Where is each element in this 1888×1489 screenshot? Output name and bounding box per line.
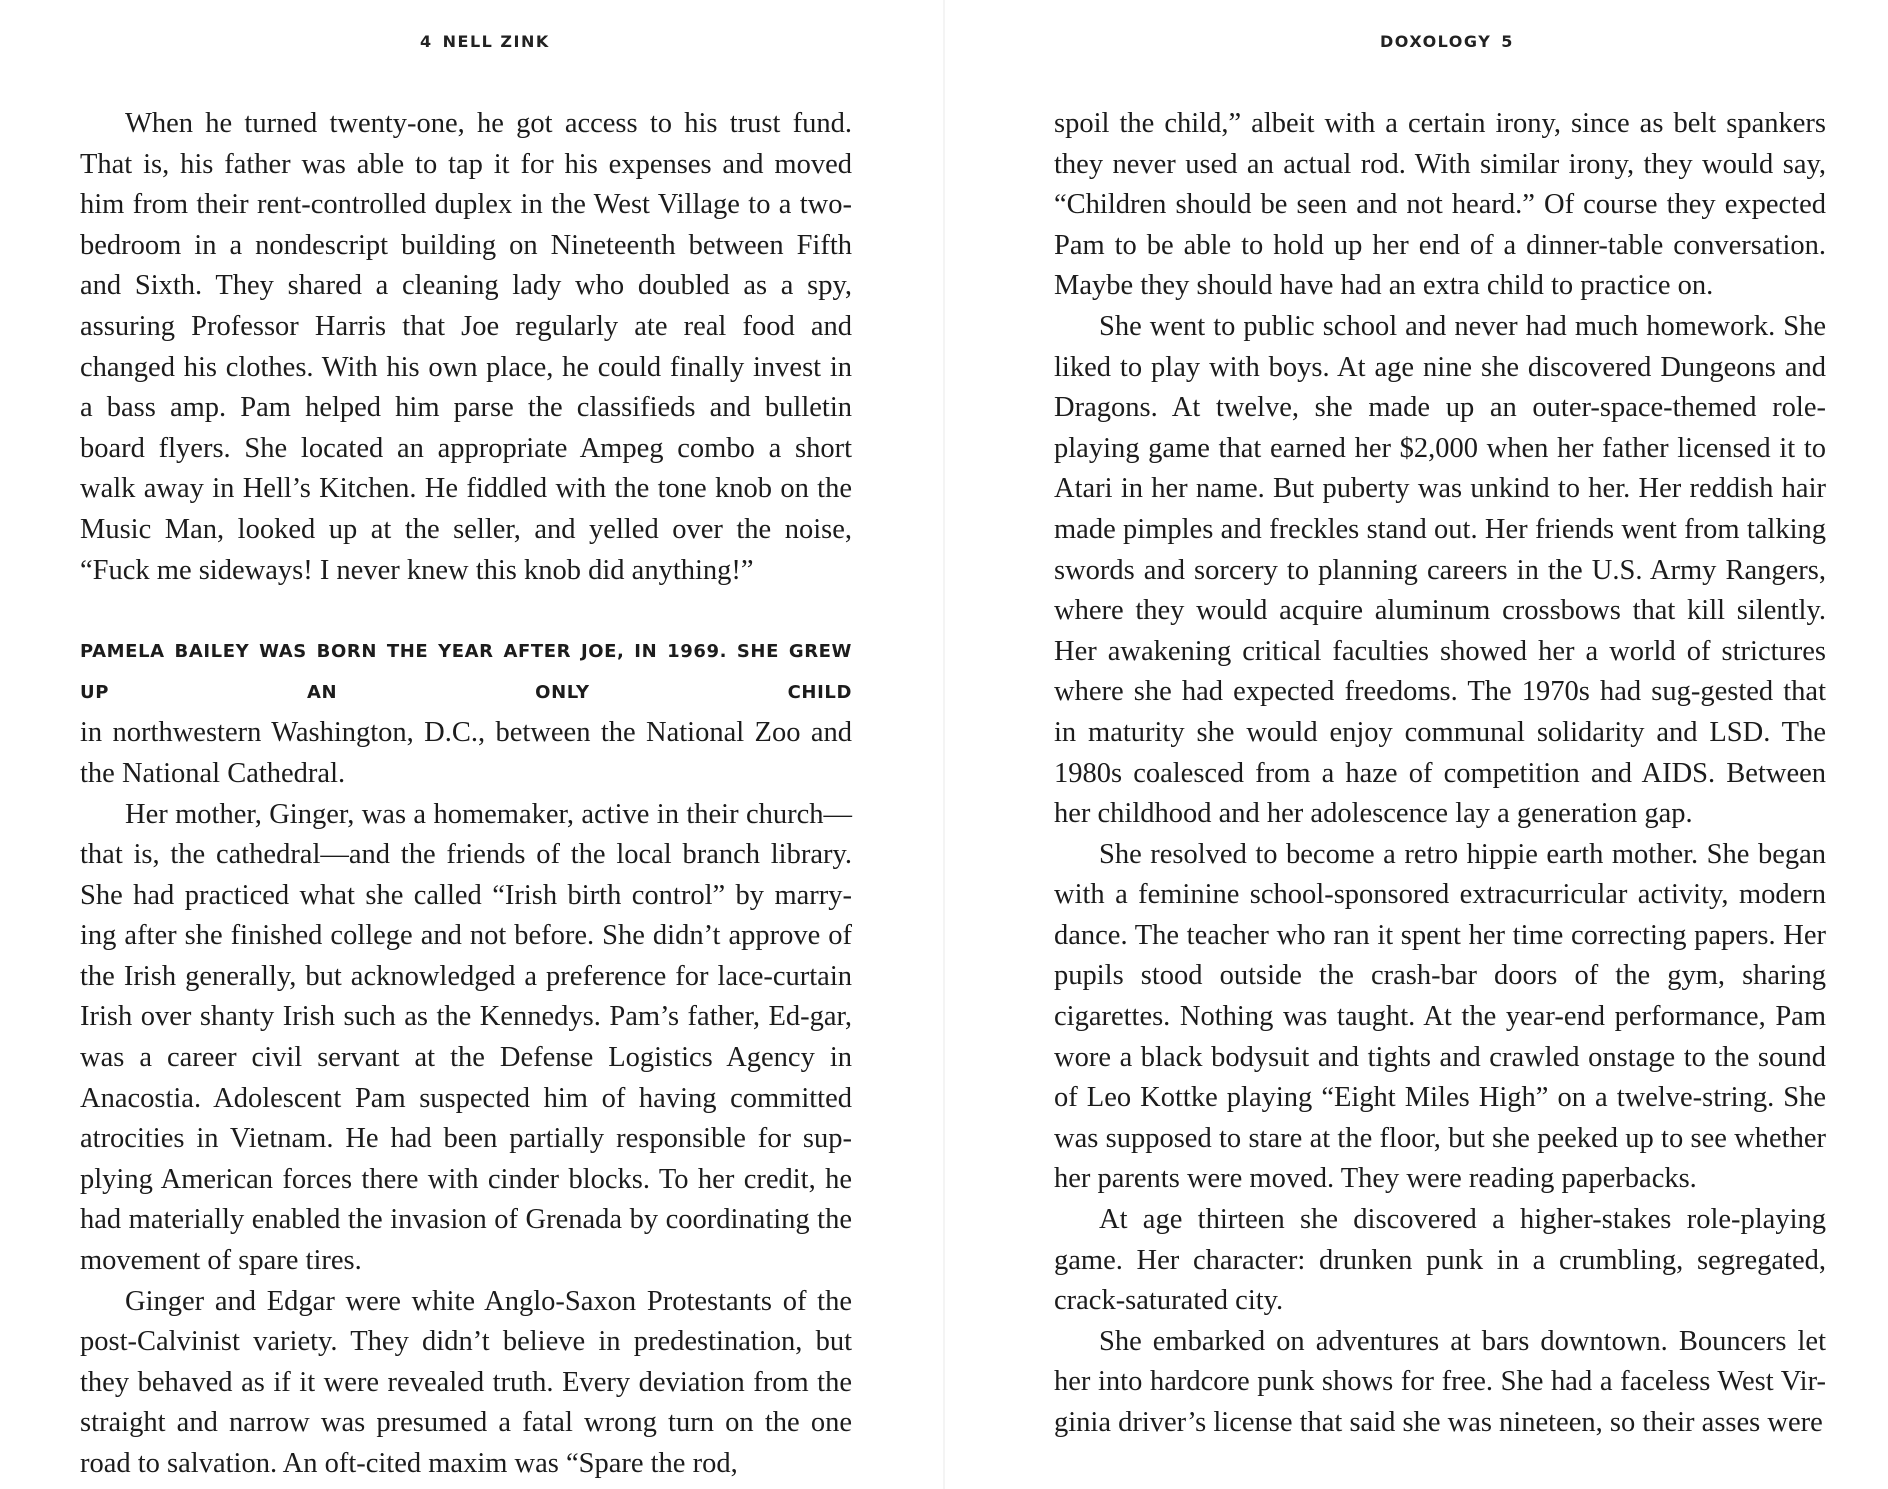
left-running-head	[410, 32, 550, 51]
left-body-text	[80, 104, 852, 1485]
paragraph: She embarked on adventures at bars downtown. Bouncers let her into hardcore punk shows for free. She had a faceless West Vir-ginia driver’s license that said she was nineteen, so their asses were	[1054, 1325, 1826, 1438]
paragraph: Ginger and Edgar were white Anglo-Saxon Protestants of the post-Calvinist variety. They didn’t believe in predestination, but they behaved as if it were revealed truth. Every deviation from the straight and narrow was presumed a fatal wrong turn on the one road to salvation. An oft-cited maxim was “Spare the rod,	[80, 1285, 852, 1479]
right-running-title: DOXOLOGY	[1380, 32, 1492, 51]
right-running-head	[1380, 32, 1524, 51]
left-running-title: NELL ZINK	[442, 32, 550, 51]
continuation-paragraph: spoil the child,” albeit with a certain irony, since as belt spankers they never used an actual rod. With similar irony, they would say, “Children should be seen and not heard.” Of course they expected Pam to be able to hold up her end of a dinner-table conversation. Maybe they should have had an extra child to practice on.	[1054, 108, 1826, 302]
left-page-number: 4	[420, 32, 433, 51]
right-body-text	[1054, 104, 1826, 1444]
section-lead-in: PAMELA BAILEY WAS BORN THE YEAR AFTER JOE, IN 1969. SHE GREW UP AN ONLY CHILD	[80, 641, 852, 703]
paragraph: She went to public school and never had much homework. She liked to play with boys. At age nine she discovered Dungeons and Dragons. At twelve, she made up an outer-space-themed role-playing game that earned her $2,000 when her father licensed it to Atari in her name. But puberty was unkind to her. Her reddish hair made pimples and freckles stand out. Her friends went from talking swords and sorcery to planning careers in the U.S. Army Rangers, where they would acquire aluminum crossbows that kill silently. Her awakening critical faculties showed her a world of strictures where she had expected freedoms. The 1970s had sug-gested that in maturity she would enjoy communal solidarity and LSD. The 1980s coalesced from a haze of competition and AIDS. Between her childhood and her adolescence lay a generation gap.	[1054, 310, 1826, 830]
right-page	[944, 0, 1888, 1489]
right-page-number: 5	[1501, 32, 1514, 51]
paragraph: When he turned twenty-one, he got access to his trust fund. That is, his father was able to tap it for his expenses and moved him from their rent-controlled duplex in the West Village to a two-bedroom in a nondescript building on Nineteenth between Fifth and Sixth. They shared a cleaning lady who doubled as a spy, assuring Professor Harris that Joe regularly ate real food and changed his clothes. With his own place, he could finally invest in a bass amp. Pam helped him parse the classifieds and bulletin board flyers. She located an appropriate Ampeg combo a short walk away in Hell’s Kitchen. He fiddled with the tone knob on the Music Man, looked up at the seller, and yelled over the noise, “Fuck me sideways! I never knew this knob did anything!”	[80, 108, 852, 586]
paragraph: She resolved to become a retro hippie earth mother. She began with a feminine school-sponsored extracurricular activity, modern dance. The teacher who ran it spent her time correcting papers. Her pupils stood outside the crash-bar doors of the gym, sharing cigarettes. Nothing was taught. At the year-end performance, Pam wore a black bodysuit and tights and crawled onstage to the sound of Leo Kottke playing “Eight Miles High” on a twelve-string. She was supposed to stare at the floor, but she peeked up to see whether her parents were moved. They were reading paperbacks.	[1054, 838, 1826, 1195]
section-paragraph-rest: in northwestern Washington, D.C., between the National Zoo and the National Cathedral.	[80, 717, 852, 789]
section-start-paragraph	[80, 632, 852, 794]
paragraph: At age thirteen she discovered a higher-stakes role-playing game. Her character: drunken punk in a crumbling, segregated, crack-saturated city.	[1054, 1204, 1826, 1317]
paragraph: Her mother, Ginger, was a homemaker, active in their church—that is, the cathedral—and the friends of the local branch library. She had practiced what she called “Irish birth control” by marry-ing after she finished college and not before. She didn’t approve of the Irish generally, but acknowledged a preference for lace-curtain Irish over shanty Irish such as the Kennedys. Pam’s father, Ed-gar, was a career civil servant at the Defense Logistics Agency in Anacostia. Adolescent Pam suspected him of having committed atrocities in Vietnam. He had been partially responsible for sup-plying American forces there with cinder blocks. To her credit, he had materially enabled the invasion of Grenada by coordinating the movement of spare tires.	[80, 798, 852, 1277]
